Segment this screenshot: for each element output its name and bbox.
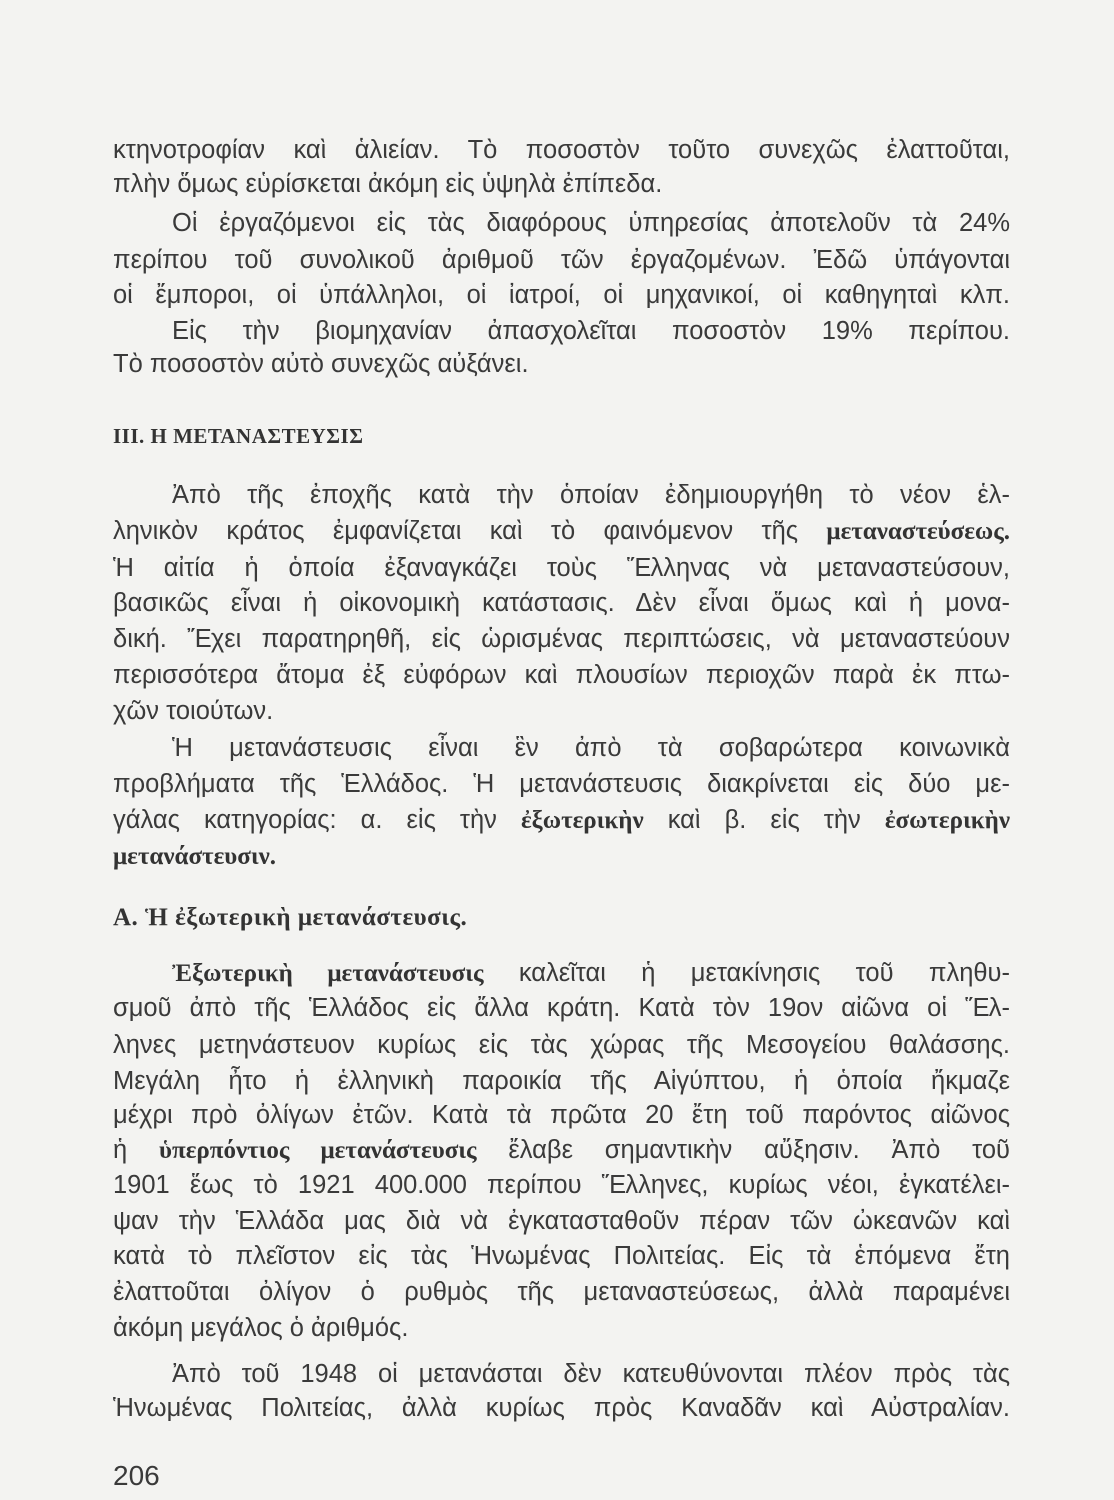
text-segment: ἐλαττοῦται ὀλίγον ὁ ρυθμὸς τῆς μεταναστεύσεως, ἀλλὰ παραμένει [113,1278,1010,1306]
text-line [113,1391,1010,1425]
text-segment: Μεγάλη ἦτο ἡ ἑλληνικὴ παροικία τῆς Αἰγύπτου, ἡ ὁποία ἤκμαζε [113,1067,1010,1095]
text-segment: κτηνοτροφίαν καὶ ἁλιείαν. Τὸ ποσοστὸν τοῦτο συνεχῶς ἐλαττοῦται, [113,136,1010,164]
text-segment: 1901 ἕως τὸ 1921 400.000 περίπου Ἕλληνες, κυρίως νέοι, ἐγκατέλει- [113,1171,1010,1199]
text-segment: μέχρι πρὸ ὀλίγων ἐτῶν. Κατὰ τὰ πρῶτα 20 ἔτη τοῦ παρόντος αἰῶνος [113,1101,1010,1129]
subsection-heading-a: Α. Ἡ ἐξωτερικὴ μετανάστευσις. [113,904,468,931]
text-line [113,551,1010,585]
text-line [113,1275,1010,1309]
bold-term: μετανάστευσιν. [113,843,277,870]
text-segment: Τὸ ποσοστὸν αὐτὸ συνεχῶς αὐξάνει. [113,350,529,378]
text-segment: Ἡ αἰτία ἡ ὁποία ἐξαναγκάζει τοὺς Ἕλληνας νὰ μεταναστεύσουν, [113,554,1010,582]
text-line [113,586,1010,620]
text-line [172,478,1010,512]
text-line [113,991,1010,1025]
text-segment: ψαν τὴν Ἑλλάδα μας διὰ νὰ ἐγκατασταθοῦν πέραν τῶν ὠκεανῶν καὶ [113,1207,1010,1235]
text-line [172,1357,1010,1391]
text-segment: προβλήματα τῆς Ἑλλάδος. Ἡ μετανάστευσις διακρίνεται εἰς δύο με- [113,770,1010,798]
text-segment: περισσότερα ἄτομα ἐξ εὐφόρων καὶ πλουσίων περιοχῶν παρὰ ἐκ πτω- [113,661,1010,689]
text-line [172,314,1010,348]
text-line [113,514,1010,548]
text-segment: ἀκόμη μεγάλος ὁ ἀριθμός. [113,1314,409,1342]
bold-term: ἐσωτερικὴν [884,807,1010,834]
text-segment: Ἀπὸ τῆς ἐποχῆς κατὰ τὴν ὁποίαν ἐδημιουργήθη τὸ νέον ἑλ- [172,481,1010,509]
text-segment: οἱ ἔμποροι, οἱ ὑπάλληλοι, οἱ ἰατροί, οἱ μηχανικοί, οἱ καθηγηταὶ κλπ. [113,281,1010,309]
text-line [113,1168,1010,1202]
text-line [113,1133,1010,1167]
text-segment: ἡ [113,1136,160,1164]
text-line [172,731,1010,765]
text-segment: Ἡ μετανάστευσις εἶναι ἓν ἀπὸ τὰ σοβαρώτερα κοινωνικὰ [172,734,1010,762]
text-line [113,1204,1010,1238]
bold-term: ἐξωτερικὴν [520,807,644,834]
text-segment: περίπου τοῦ συνολικοῦ ἀριθμοῦ τῶν ἐργαζομένων. Ἐδῶ ὑπάγονται [113,246,1010,274]
text-line [113,1098,1010,1132]
text-line [113,1064,1010,1098]
text-line [113,803,1010,837]
section-heading-iii: III. Η ΜΕΤΑΝΑΣΤΕΥΣΙΣ [113,424,364,448]
text-segment: ἔλαβε σημαντικὴν αὔξησιν. Ἀπὸ τοῦ [476,1136,1010,1164]
text-segment: δική. Ἔχει παρατηρηθῆ, εἰς ὡρισμένας περιπτώσεις, νὰ μεταναστεύουν [113,625,1010,653]
text-line [113,767,1010,801]
text-line [172,956,1010,990]
text-segment: Ἡνωμένας Πολιτείας, ἀλλὰ κυρίως πρὸς Καναδᾶν καὶ Αὐστραλίαν. [113,1394,1010,1422]
text-line [113,347,1010,381]
text-segment: βασικῶς εἶναι ἡ οἰκονομικὴ κατάστασις. Δὲν εἶναι ὅμως καὶ ἡ μονα- [113,589,1010,617]
text-segment: Εἰς τὴν βιομηχανίαν ἀπασχολεῖται ποσοστὸν 19% περίπου. [172,317,1010,345]
text-line [113,658,1010,692]
text-segment: ληνικὸν κράτος ἐμφανίζεται καὶ τὸ φαινόμενον τῆς [113,517,827,545]
bold-term: μεταναστεύσεως. [826,518,1010,545]
bold-term: ὑπερπόντιος μετανάστευσις [159,1137,477,1164]
text-line [113,839,1010,874]
text-line [113,167,1010,201]
text-segment: σμοῦ ἀπὸ τῆς Ἑλλάδος εἰς ἄλλα κράτη. Κατὰ τὸν 19ον αἰῶνα οἱ Ἕλ- [113,994,1010,1022]
text-line [113,1239,1010,1273]
text-segment: ληνες μετηνάστευον κυρίως εἰς τὰς χώρας τῆς Μεσογείου θαλάσσης. [113,1031,1010,1059]
text-line [113,243,1010,277]
text-line [113,622,1010,656]
text-segment: γάλας κατηγορίας: α. εἰς τὴν [113,806,521,834]
page-number: 206 [113,1460,160,1491]
text-segment: Οἱ ἐργαζόμενοι εἰς τὰς διαφόρους ὑπηρεσίας ἀποτελοῦν τὰ 24% [172,209,1010,237]
bold-term: Ἐξωτερικὴ μετανάστευσις [172,960,484,987]
text-line [113,1028,1010,1062]
text-line [113,694,1010,728]
text-segment: κατὰ τὸ πλεῖστον εἰς τὰς Ἡνωμένας Πολιτείας. Εἰς τὰ ἑπόμενα ἔτη [113,1242,1010,1270]
text-line [113,1311,1010,1345]
text-segment: χῶν τοιούτων. [113,697,274,725]
text-segment: καλεῖται ἡ μετακίνησις τοῦ πληθυ- [483,959,1010,987]
text-line [113,278,1010,312]
text-segment: Ἀπὸ τοῦ 1948 οἱ μετανάσται δὲν κατευθύνονται πλέον πρὸς τὰς [172,1360,1010,1388]
text-line [172,206,1010,240]
text-segment: καὶ β. εἰς τὴν [643,806,885,834]
text-line [113,133,1010,167]
text-segment: πλὴν ὅμως εὑρίσκεται ἀκόμη εἰς ὑψηλὰ ἐπίπεδα. [113,170,663,198]
